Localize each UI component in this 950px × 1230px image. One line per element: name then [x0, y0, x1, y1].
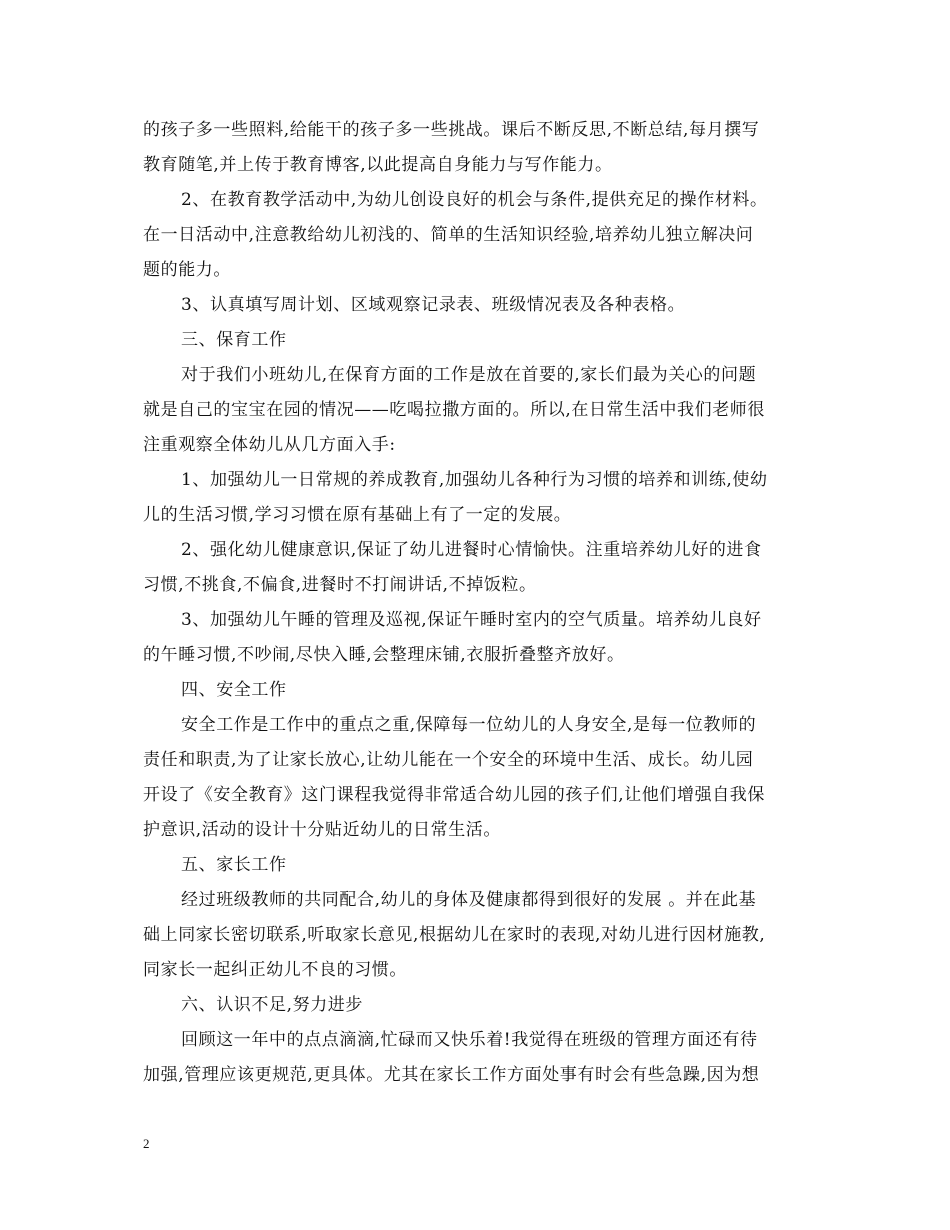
text-line: 同家长一起纠正幼儿不良的习惯。: [143, 960, 407, 980]
text-line: 六、认识不足,努力进步: [181, 995, 364, 1015]
page-number: 2: [143, 1136, 150, 1151]
text-line: 加强,管理应该更规范,更具体。尤其在家长工作方面处事有时会有些急躁,因为想: [143, 1065, 760, 1085]
text-line: 1、加强幼儿一日常规的养成教育,加强幼儿各种行为习惯的培养和训练,使幼: [181, 470, 768, 490]
text-line: 习惯,不挑食,不偏食,进餐时不打闹讲话,不掉饭粒。: [143, 575, 537, 595]
text-line: 的午睡习惯,不吵闹,尽快入睡,会整理床铺,衣服折叠整齐放好。: [143, 645, 625, 665]
text-line: 础上同家长密切联系,听取家长意见,根据幼儿在家时的表现,对幼儿进行因材施教,: [143, 925, 766, 945]
text-line: 2、强化幼儿健康意识,保证了幼儿进餐时心情愉快。注重培养幼儿好的进食: [181, 540, 762, 560]
text-line: 的孩子多一些照料,给能干的孩子多一些挑战。课后不断反思,不断总结,每月撰写: [143, 120, 760, 140]
text-line: 开设了《安全教育》这门课程我觉得非常适合幼儿园的孩子们,让他们增强自我保: [143, 785, 766, 805]
text-line: 安全工作是工作中的重点之重,保障每一位幼儿的人身安全,是每一位教师的: [181, 715, 757, 735]
document-body: [143, 113, 813, 1093]
text-line: 教育随笔,并上传于教育博客,以此提高自身能力与写作能力。: [143, 155, 613, 175]
text-line: 经过班级教师的共同配合,幼儿的身体及健康都得到很好的发展 。并在此基: [181, 890, 757, 910]
text-line: 护意识,活动的设计十分贴近幼儿的日常生活。: [143, 820, 502, 840]
text-line: 五、家长工作: [181, 855, 287, 875]
text-line: 就是自己的宝宝在园的情况——吃喝拉撒方面的。所以,在日常生活中我们老师很: [143, 400, 766, 420]
text-line: 对于我们小班幼儿,在保育方面的工作是放在首要的,家长们最为关心的问题: [181, 365, 757, 385]
text-line: 责任和职责,为了让家长放心,让幼儿能在一个安全的环境中生活、成长。幼儿园: [143, 750, 754, 770]
text-line: 四、安全工作: [181, 680, 287, 700]
text-line: 回顾这一年中的点点滴滴,忙碌而又快乐着!我觉得在班级的管理方面还有待: [181, 1030, 758, 1050]
text-line: 在一日活动中,注意教给幼儿初浅的、简单的生活知识经验,培养幼儿独立解决问: [143, 225, 754, 245]
text-line: 儿的生活习惯,学习习惯在原有基础上有了一定的发展。: [143, 505, 572, 525]
text-line: 3、加强幼儿午睡的管理及巡视,保证午睡时室内的空气质量。培养幼儿良好: [181, 610, 762, 630]
text-line: 三、保育工作: [181, 330, 287, 350]
text-line: 3、认真填写周计划、区域观察记录表、班级情况表及各种表格。: [181, 295, 686, 315]
text-line: 2、在教育教学活动中,为幼儿创设良好的机会与条件,提供充足的操作材料。: [181, 190, 768, 210]
text-line: 题的能力。: [143, 260, 231, 280]
text-line: 注重观察全体幼儿从几方面入手:: [143, 435, 396, 455]
